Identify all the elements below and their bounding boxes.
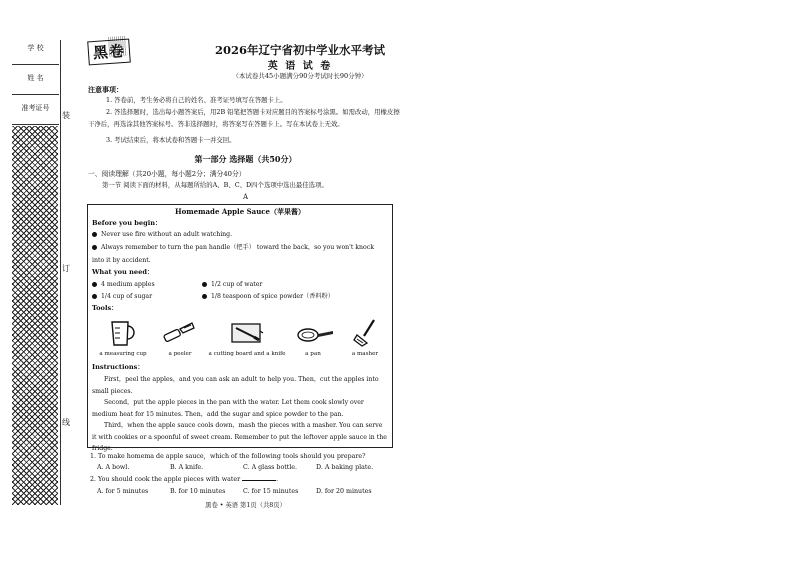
tool-label: a measuring cup: [99, 351, 147, 357]
peeler-icon: [162, 320, 196, 344]
question-option: B. for 10 minutes: [170, 488, 226, 495]
masher-icon: [352, 318, 380, 348]
exam-title: 2026年辽宁省初中学业水平考试: [214, 43, 385, 57]
question-stem: 2. You should cook the apple pieces with water .: [90, 476, 279, 483]
need-heading: What you need：: [92, 268, 154, 276]
binding-mark-zhuang: 装: [62, 111, 70, 120]
section-heading: 一、阅读理解（共20小题，每小题2分；满分40分）: [88, 170, 246, 178]
answer-blank: [242, 480, 276, 481]
section-instructions: 第一节 阅读下面的材料，从每题所给的A、B、C、D四个选项中选出最佳选项。: [102, 181, 328, 189]
page-footer: 黑卷 • 英语 第1页（共8页）: [205, 502, 286, 509]
before-item: Never use fire without an adult watching.: [92, 230, 388, 239]
binding-hatch-pattern: [12, 126, 58, 505]
tools-heading: Tools：: [92, 304, 118, 312]
ticket-field: [12, 113, 59, 125]
tool-label: a cutting board and a knife: [208, 351, 286, 357]
question-option: C. for 15 minutes: [243, 488, 299, 495]
before-item: Always remember to turn the pan handle（把手） toward the back，so you won't knock into it by accident.: [92, 244, 374, 264]
instructions-heading: Instructions：: [92, 363, 144, 371]
tool-label: a pan: [305, 351, 321, 357]
question-option: A. A bowl.: [97, 464, 130, 471]
instruction-paragraph: First，peel the apples，and you can ask an adult to help you. Then，cut the apples into small pieces.: [92, 376, 379, 395]
question-option: D. A baking plate.: [316, 464, 374, 471]
instruction-paragraph: Third，when the apple sauce cools down，mash the pieces with a masher. You can serve it with cookies or a spoonful of sweet cream. Remember to put the leftover apple sauce in the fridge.: [92, 422, 387, 452]
notes-heading: 注意事项：: [88, 85, 123, 94]
question-option: A. for 5 minutes: [97, 488, 149, 495]
ticket-label: 准考证号: [21, 104, 50, 112]
note-item: 3. 考试结束后，将本试卷和答题卡一并交回。: [106, 136, 236, 144]
name-field: [12, 83, 59, 95]
passage-letter: A: [242, 193, 249, 201]
cutting-board-knife-icon: [230, 320, 264, 346]
notes-list: [88, 94, 403, 146]
part-title: 第一部分 选择题（共50分）: [194, 154, 297, 164]
measuring-cup-icon: [108, 318, 138, 348]
instructions-text: [92, 374, 388, 455]
need-item: 4 medium apples: [92, 280, 155, 289]
question-option: B. A knife.: [170, 464, 204, 471]
question-stem: 1. To make homema de apple sauce，which of the following tools should you prepare?: [90, 453, 366, 460]
passage-title: Homemade Apple Sauce（苹果酱）: [174, 207, 306, 216]
note-item: 1. 答卷前，考生务必将自己的姓名、准考证号填写在答题卡上。: [106, 96, 287, 104]
exam-stamp: 黑卷: [87, 39, 131, 66]
binding-mark-xian: 线: [62, 418, 70, 427]
question-option: D. for 20 minutes: [316, 488, 372, 495]
name-label: 姓 名: [27, 74, 44, 82]
school-field: [12, 53, 59, 65]
before-heading: Before you begin：: [92, 219, 162, 227]
note-item: 2. 答选择题时，选出每小题答案后，用2B 铅笔把答题卡对应题目的答案标号涂黑。如需改动，用橡皮擦干净后，再选涂其他答案标号。答非选择题时，将答案写在答题卡上。写在本试卷上无效。: [88, 108, 400, 128]
tool-label: a peeler: [168, 351, 192, 357]
need-item: 1/2 cup of water: [202, 280, 262, 289]
school-label: 学 校: [27, 44, 44, 52]
need-item: 1/8 teaspoon of spice powder（香料粉）: [202, 292, 334, 301]
tool-label: a masher: [351, 351, 379, 357]
exam-subtitle: 英 语 试 卷: [267, 61, 333, 72]
instruction-paragraph: Second，put the apple pieces in the pan with the water. Let them cook slowly over medium heat for 15 minutes. Then，add the sugar and spice powder to the pan.: [92, 399, 364, 418]
exam-time-info: （本试卷共45小题满分90分考试时长90分钟）: [232, 72, 368, 80]
question-option: C. A glass bottle.: [243, 464, 298, 471]
pan-icon: [296, 326, 334, 344]
binding-mark-ding: 订: [62, 264, 70, 273]
need-item: 1/4 cup of sugar: [92, 292, 152, 301]
